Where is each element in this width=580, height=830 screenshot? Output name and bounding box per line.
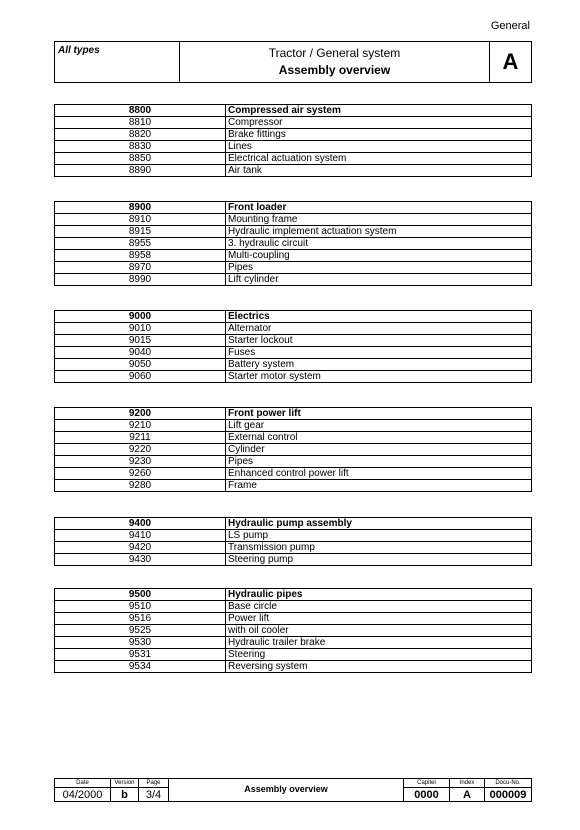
table-row: [55, 238, 532, 250]
item-name: Frame: [226, 480, 532, 492]
table-row: [55, 359, 532, 371]
item-code: 8970: [55, 262, 226, 274]
table-row: [55, 250, 532, 262]
footer-index-cell: [450, 779, 485, 801]
item-code: 8850: [55, 153, 226, 165]
footer-date-label: Date: [55, 779, 110, 788]
item-name: Transmission pump: [226, 542, 532, 554]
item-name: Fuses: [226, 347, 532, 359]
table-row: [55, 432, 532, 444]
group-name: Front loader: [226, 202, 532, 214]
table-row: [55, 637, 532, 649]
item-name: 3. hydraulic circuit: [226, 238, 532, 250]
table-row: [55, 165, 532, 177]
footer-docno-label: Docu-No.: [485, 779, 531, 788]
item-code: 8990: [55, 274, 226, 286]
group-heading-row: [55, 105, 532, 117]
header-section-letter: A: [502, 49, 519, 74]
footer-date-cell: [55, 779, 111, 801]
item-name: Alternator: [226, 323, 532, 335]
table-row: [55, 542, 532, 554]
footer-page-label: Page: [139, 779, 168, 788]
item-name: Starter motor system: [226, 371, 532, 383]
item-code: 9050: [55, 359, 226, 371]
item-code: 9210: [55, 420, 226, 432]
item-name: Power lift: [226, 613, 532, 625]
item-name: Multi-coupling: [226, 250, 532, 262]
header-types: All types: [55, 42, 180, 82]
group-name: Front power lift: [226, 408, 532, 420]
document-footer: [54, 778, 532, 802]
group-name: Hydraulic pipes: [226, 589, 532, 601]
item-name: Base circle: [226, 601, 532, 613]
table-row: [55, 347, 532, 359]
group-name: Hydraulic pump assembly: [226, 518, 532, 530]
item-code: 8958: [55, 250, 226, 262]
group-heading-row: [55, 518, 532, 530]
assembly-group-table: [54, 407, 532, 492]
item-name: Air tank: [226, 165, 532, 177]
group-code: 9400: [55, 518, 226, 530]
item-name: Hydraulic implement actuation system: [226, 226, 532, 238]
assembly-group-table: [54, 517, 532, 566]
header-title-line1: Tractor / General system: [268, 46, 401, 60]
item-code: 9010: [55, 323, 226, 335]
header-title-line2: Assembly overview: [278, 63, 391, 77]
group-code: 9200: [55, 408, 226, 420]
group-code: 9000: [55, 311, 226, 323]
table-row: [55, 554, 532, 566]
item-code: 8890: [55, 165, 226, 177]
item-code: 9040: [55, 347, 226, 359]
item-code: 9280: [55, 480, 226, 492]
group-heading-row: [55, 408, 532, 420]
footer-description-cell: [169, 779, 404, 801]
item-code: 8820: [55, 129, 226, 141]
footer-version-cell: [111, 779, 139, 801]
item-name: Reversing system: [226, 661, 532, 673]
item-name: Lines: [226, 141, 532, 153]
table-row: [55, 456, 532, 468]
footer-date: 04/2000: [62, 788, 103, 801]
item-code: 9230: [55, 456, 226, 468]
item-code: 9220: [55, 444, 226, 456]
assembly-group-table: [54, 588, 532, 673]
table-row: [55, 420, 532, 432]
item-code: 9060: [55, 371, 226, 383]
item-code: 8910: [55, 214, 226, 226]
item-code: 8955: [55, 238, 226, 250]
footer-index: A: [463, 788, 471, 801]
table-row: [55, 274, 532, 286]
item-name: with oil cooler: [226, 625, 532, 637]
footer-description: Assembly overview: [244, 784, 328, 794]
item-name: Mounting frame: [226, 214, 532, 226]
footer-capitel-label: Capitel: [404, 779, 449, 788]
table-row: [55, 262, 532, 274]
footer-page: 3/4: [145, 788, 162, 801]
item-code: 9516: [55, 613, 226, 625]
item-code: 9534: [55, 661, 226, 673]
assembly-group-table: [54, 310, 532, 383]
table-row: [55, 625, 532, 637]
table-row: [55, 601, 532, 613]
table-row: [55, 323, 532, 335]
table-row: [55, 153, 532, 165]
group-code: 9500: [55, 589, 226, 601]
item-code: 9410: [55, 530, 226, 542]
footer-capitel-cell: [404, 779, 450, 801]
footer-index-label: Index: [450, 779, 484, 788]
table-row: [55, 214, 532, 226]
item-name: Starter lockout: [226, 335, 532, 347]
item-code: 9525: [55, 625, 226, 637]
item-name: LS pump: [226, 530, 532, 542]
item-code: 9211: [55, 432, 226, 444]
assembly-group-table: [54, 104, 532, 177]
group-name: Compressed air system: [226, 105, 532, 117]
item-name: Lift cylinder: [226, 274, 532, 286]
item-name: Compressor: [226, 117, 532, 129]
table-row: [55, 129, 532, 141]
item-code: 9531: [55, 649, 226, 661]
assembly-group-table: [54, 201, 532, 286]
document-header: [54, 41, 532, 83]
item-code: 9015: [55, 335, 226, 347]
group-heading-row: [55, 311, 532, 323]
item-name: Steering: [226, 649, 532, 661]
item-name: Pipes: [226, 262, 532, 274]
footer-version: b: [121, 788, 128, 801]
table-row: [55, 649, 532, 661]
item-name: Pipes: [226, 456, 532, 468]
header-title-block: [180, 42, 490, 82]
group-name: Electrics: [226, 311, 532, 323]
table-row: [55, 480, 532, 492]
table-row: [55, 530, 532, 542]
item-code: 8915: [55, 226, 226, 238]
item-code: 9260: [55, 468, 226, 480]
item-name: External control: [226, 432, 532, 444]
table-row: [55, 613, 532, 625]
group-code: 8800: [55, 105, 226, 117]
table-row: [55, 371, 532, 383]
table-row: [55, 661, 532, 673]
group-heading-row: [55, 202, 532, 214]
item-code: 8810: [55, 117, 226, 129]
item-code: 8830: [55, 141, 226, 153]
footer-docno-cell: [485, 779, 531, 801]
table-row: [55, 226, 532, 238]
table-row: [55, 468, 532, 480]
item-code: 9420: [55, 542, 226, 554]
item-code: 9530: [55, 637, 226, 649]
corner-section-label: General: [490, 20, 530, 32]
group-code: 8900: [55, 202, 226, 214]
footer-capitel: 0000: [414, 788, 439, 801]
footer-page-cell: [139, 779, 169, 801]
table-row: [55, 444, 532, 456]
item-name: Brake fittings: [226, 129, 532, 141]
item-name: Electrical actuation system: [226, 153, 532, 165]
item-name: Cylinder: [226, 444, 532, 456]
item-name: Battery system: [226, 359, 532, 371]
footer-docno: 000009: [489, 788, 527, 801]
item-name: Hydraulic trailer brake: [226, 637, 532, 649]
group-heading-row: [55, 589, 532, 601]
item-name: Lift gear: [226, 420, 532, 432]
item-name: Enhanced control power lift: [226, 468, 532, 480]
item-code: 9510: [55, 601, 226, 613]
table-row: [55, 141, 532, 153]
item-name: Steering pump: [226, 554, 532, 566]
footer-version-label: Version: [111, 779, 138, 788]
table-row: [55, 335, 532, 347]
item-code: 9430: [55, 554, 226, 566]
table-row: [55, 117, 532, 129]
